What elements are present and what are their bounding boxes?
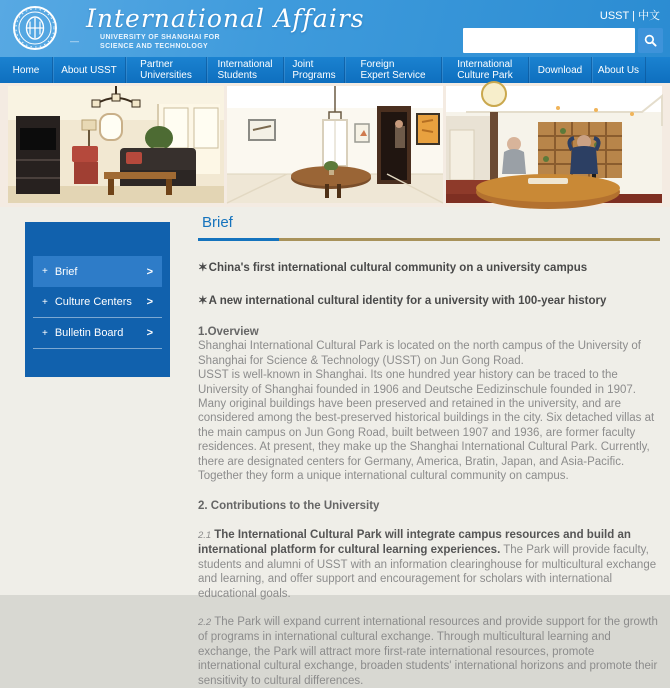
- paragraph-2-1: 2.1 The International Cultural Park will integrate campus resources and build an international platform for cultural learning experiences. The Park will provide faculty, students and alumni of USST with an information clearinghouse for multicultural exchange and learning, and offer support and encouragement for scholars with international educational goals.: [198, 528, 657, 600]
- nav-item-about-usst[interactable]: About USST: [52, 57, 125, 83]
- sidebar-item-culture-centers[interactable]: + Culture Centers >: [33, 287, 162, 318]
- banner-photo-living-room: [8, 86, 224, 203]
- banner-photo-study-room: [446, 86, 662, 203]
- plus-icon: +: [42, 296, 48, 308]
- paragraph-number: 2.1: [198, 529, 212, 541]
- nav-item-international-culture-park[interactable]: International Culture Park: [441, 57, 528, 83]
- title-underline: [198, 238, 660, 241]
- plus-icon: +: [42, 327, 48, 339]
- nav-item-download[interactable]: Download: [528, 57, 591, 83]
- nav-item-foreign-expert-service[interactable]: Foreign Expert Service: [344, 57, 441, 83]
- subtitle-dash: —: [70, 36, 79, 46]
- article-body: [198, 325, 660, 688]
- nav-item-joint-programs[interactable]: Joint Programs: [283, 57, 344, 83]
- nav-item-international-students[interactable]: International Students: [206, 57, 283, 83]
- search-bar: [463, 28, 663, 53]
- paragraph-number: 2.2: [198, 616, 212, 628]
- chevron-right-icon: >: [146, 296, 153, 308]
- search-button[interactable]: [638, 28, 663, 53]
- chevron-right-icon: >: [146, 265, 153, 278]
- main-nav: [0, 57, 670, 83]
- page-title: Brief: [202, 214, 233, 231]
- plus-icon: +: [42, 266, 48, 277]
- sidebar-item-brief[interactable]: + Brief >: [33, 256, 162, 287]
- main-content: [198, 214, 660, 688]
- section-heading-contributions: 2. Contributions to the University: [198, 500, 380, 513]
- search-input[interactable]: [463, 28, 635, 53]
- search-icon: [644, 34, 657, 47]
- paragraph: USST is well-known in Shanghai. Its one hundred year history can be traced to the University of Shanghai founded in 1906 and Deutsche Eedizinschule founded in 1907. Many original buildings have been preserved and retained in the university, and are considered among the best-preserved historical buildings in the city. Six detached villas at the main campus on Jun Gong Road, built between 1907 and 1936, are former faculty residences. At present, they make up the Shanghai International Cultural Park. Currently, there are designated centers for Germany, America, Bratin, Japan, and Asia-Pacific. Together they form a unique international cultural community on campus.: [198, 369, 655, 483]
- paragraph: Shanghai International Cultural Park is located on the north campus of the University of Shanghai for Science & Technology (USST) on Jun Gong Road.: [198, 340, 641, 367]
- banner-photo-hallway: [227, 86, 443, 203]
- top-language-links[interactable]: USST | 中文: [599, 10, 660, 22]
- header: [0, 0, 670, 57]
- star-icon: ✶: [198, 262, 208, 274]
- banner: [0, 83, 670, 207]
- highlight-line: ✶China's first international cultural community on a university campus: [198, 262, 588, 274]
- sidebar-menu: [25, 222, 170, 377]
- site-title: International Affairs: [86, 4, 365, 33]
- university-name: [100, 33, 220, 51]
- university-seal-logo: [12, 5, 58, 51]
- paragraph-2-2: 2.2 The Park will expand current international resources and provide support for the growth of programs in international cultural exchange. Through multicultural learning and exchange, the Park will attract more first-rate international resources, promote international cultural exchange, broaden students' international horizons and promote their sensitivity to cultural differences.: [198, 615, 658, 687]
- nav-item-home[interactable]: Home: [12, 64, 40, 76]
- university-name-line1: UNIVERSITY OF SHANGHAI FOR: [100, 34, 220, 41]
- sidebar-item-bulletin-board[interactable]: + Bulletin Board >: [33, 318, 162, 349]
- university-name-line2: SCIENCE AND TECHNOLOGY: [100, 43, 209, 50]
- nav-item-partner-universities[interactable]: Partner Universities: [125, 57, 206, 83]
- nav-filler: [645, 57, 670, 83]
- nav-item-about-us[interactable]: About Us: [591, 57, 645, 83]
- section-heading-overview: 1.Overview: [198, 326, 259, 338]
- star-icon: ✶: [198, 295, 208, 307]
- highlight-line: ✶A new international cultural identity for a university with 100-year history: [198, 295, 607, 307]
- chevron-right-icon: >: [146, 327, 153, 339]
